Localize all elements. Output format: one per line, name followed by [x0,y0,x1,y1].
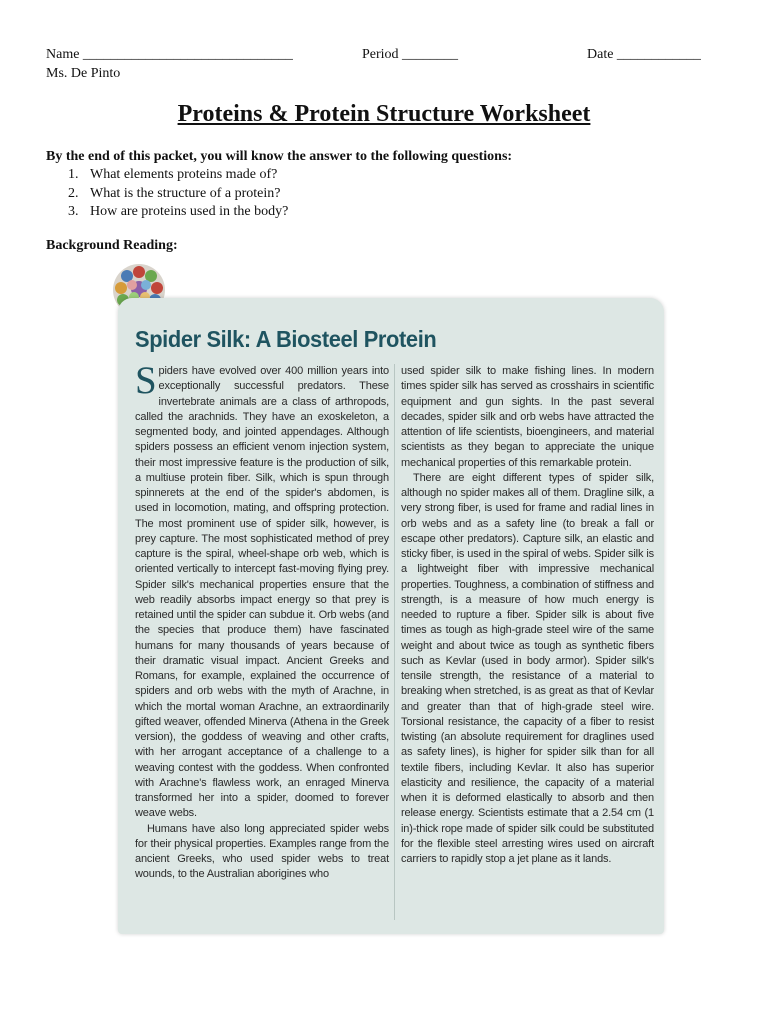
list-item: 2. What is the structure of a protein? [68,185,281,201]
column-divider [394,364,395,920]
worksheet-title: Proteins & Protein Structure Worksheet [177,101,591,127]
article-paragraph: used spider silk to make fishing lines. In modern times spider silk has served as crosshairs in scientific equipment and gun sights. In the past several decades, spider silk and orb webs have attracted the attention of life scientists, bioengineers, and material scientists as they began to appreciate the unique mechanical properties of this remarkable protein. [401,365,654,469]
list-item: 3. How are proteins used in the body? [68,204,289,219]
article-paragraph: Humans have also long appreciated spider webs for their physical properties. Examples range from the ancient Greeks, who used spider webs to treat wounds, to the Australian aborigines who [135,822,389,881]
article-title: Spider Silk: A Biosteel Protein [135,326,437,352]
intro-text: By the end of this packet, you will know the answer to the following questions: [46,149,513,164]
article-panel [118,298,664,934]
student-info-line [46,47,710,65]
teacher-name: Ms. De Pinto [46,66,121,81]
article-paragraph: Spiders have evolved over 400 million years into exceptionally successful predators. These invertebrate animals are a class of arthropods, called the arachnids. They have an exoskeleton, a segmented body, and jointed appendages. Although spiders possess an efficient venom injection system, their most impressive feature is the production of silk, a multiuse protein fiber. Silk, which is spun through spinnerets at the end of the spider's abdomen, is used in locomotion, mating, and offspring protection. The most prominent use of spider silk, however, is prey capture. The most sophisticated method of prey capture is the spiral, wheel-shape orb web, which is oriented vertically to intercept fast-moving flying prey. Spider silk's mechanical properties ensure that the web readily absorbs impact energy so that prey is retained until the spider can subdue it. Orb webs (and the species that produce them) have fascinated humans for many thousands of years because of their dramatic visual impact. Ancient Greeks and Romans, for example, explained the occurrence of spiders and orb webs with the myth of Arachne, in which the mortal woman Arachne, an extraordinarily gifted weaver, offended Minerva (Athena in the Greek version), the goddess of weaving and other crafts, with her arrogant acceptance of a challenge to a weaving contest with the goddess. When confronted with Arachne's flawless work, an enraged Minerva transformed her into a spider, doomed to forever weave webs. [135,359,389,820]
article-left-column [135,359,389,883]
background-reading-heading: Background Reading: [46,238,178,253]
date-field-label: Date ____________ [587,47,701,62]
drop-cap: S [135,359,157,402]
article-paragraph: There are eight different types of spider silk, although no spider makes all of them. Dragline silk, a very strong fiber, is used for frame and radial lines in orb webs and as a safety line (to break a fall or escape other predators). Capture silk, an elastic and sticky fiber, is used in the spiral of webs. Spider silk is a lightweight fiber with impressive mechanical properties. Toughness, a combination of stiffness and strength, is a measure of how much energy is needed to rupture a fiber. Spider silk is about five times as tough as high-grade steel wire of the same weight and about twice as tough as synthetic fibers such as Kevlar (used in body armor). Spider silk's tensile strength, the resistance of a material to breaking when stretched, is as great as that of Kevlar and greater than that of high-grade steel wire. Torsional resistance, the capacity of a fiber to resist twisting (an absolute requirement for draglines used as safety lines), is higher for spider silk than for all textile fibers, including Kevlar. It also has superior elasticity and resilience, the capacity of a material when it is deformed elastically to absorb and then release energy. Scientists estimate that a 2.54 cm (1 in)-thick rope made of spider silk could be substituted for the flexible steel arresting wires used on aircraft carriers to rapidly stop a jet plane as it lands. [401,471,654,865]
article-right-column [401,364,654,867]
list-item: 1. What elements proteins made of? [68,167,278,182]
name-field-label: Name ______________________________ [46,47,293,62]
period-field-label: Period ________ [362,47,459,62]
question-list [68,166,288,222]
